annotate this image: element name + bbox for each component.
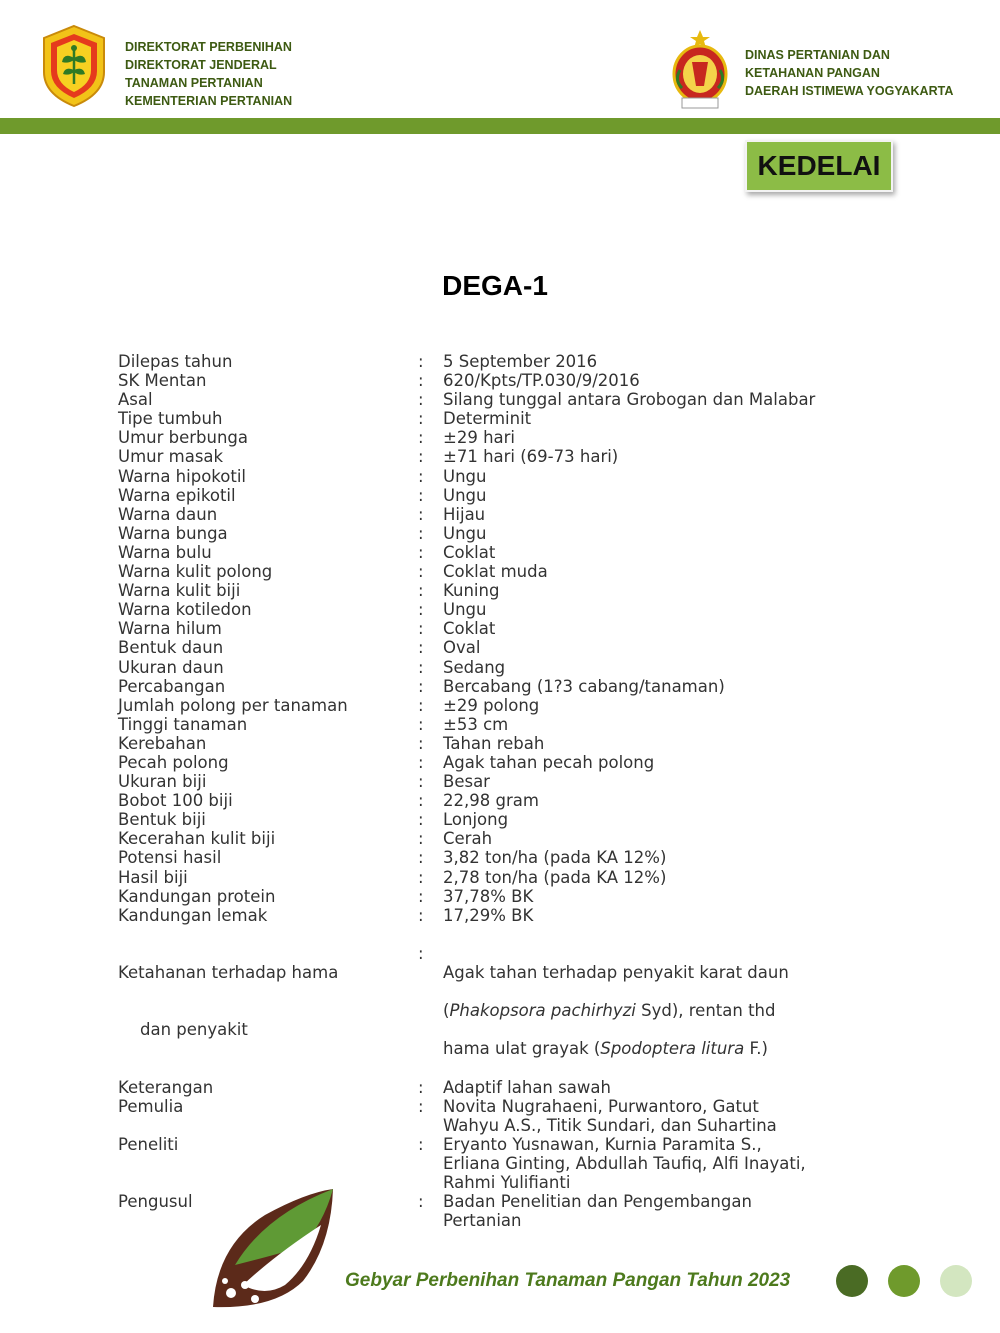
spec-label: Kecerahan kulit biji bbox=[118, 829, 276, 849]
spec-value: Sedang bbox=[443, 657, 506, 677]
header-right-line: KETAHANAN PANGAN bbox=[745, 66, 880, 80]
spec-value: Ungu bbox=[443, 485, 487, 505]
spec-row bbox=[118, 829, 918, 848]
spec-row bbox=[118, 562, 918, 581]
kementan-logo bbox=[38, 24, 110, 108]
spec-row bbox=[118, 887, 918, 906]
spec-label: Warna bunga bbox=[118, 523, 228, 543]
text-fragment: ( bbox=[443, 1001, 450, 1021]
spec-label bbox=[118, 925, 418, 1078]
spec-colon: : bbox=[418, 542, 424, 562]
spec-row bbox=[118, 1097, 918, 1135]
spec-label: Warna kotiledon bbox=[118, 600, 252, 620]
spec-row bbox=[118, 868, 918, 887]
spec-row bbox=[118, 906, 918, 925]
spec-label: SK Mentan bbox=[118, 371, 207, 391]
spec-colon: : bbox=[418, 1077, 424, 1097]
spec-value: 17,29% BK bbox=[443, 905, 534, 925]
spec-label: Pengusul bbox=[118, 1192, 193, 1212]
spec-value: Lonjong bbox=[443, 810, 509, 830]
spec-colon: : bbox=[418, 600, 424, 620]
spec-colon: : bbox=[418, 695, 424, 715]
spec-row bbox=[118, 428, 918, 447]
header-left-line: DIREKTORAT JENDERAL bbox=[125, 58, 277, 72]
header-left-org bbox=[125, 38, 292, 110]
variety-title: DEGA-1 bbox=[442, 270, 548, 301]
spec-row bbox=[118, 677, 918, 696]
diy-emblem-logo bbox=[668, 28, 732, 112]
spec-label: Jumlah polong per tanaman bbox=[118, 695, 348, 715]
spec-colon: : bbox=[418, 867, 424, 887]
spec-value: Tahan rebah bbox=[443, 733, 545, 753]
spec-label-line: dan penyakit bbox=[140, 1020, 248, 1040]
spec-label: Kandungan protein bbox=[118, 886, 276, 906]
spec-row bbox=[118, 638, 918, 657]
spec-row bbox=[118, 791, 918, 810]
spec-row bbox=[118, 505, 918, 524]
spec-colon: : bbox=[418, 905, 424, 925]
event-tagline: Gebyar Perbenihan Tanaman Pangan Tahun 2023 bbox=[345, 1270, 791, 1291]
header-divider-bar bbox=[0, 118, 1000, 134]
spec-value: Kuning bbox=[443, 581, 500, 601]
header-right-line: DAERAH ISTIMEWA YOGYAKARTA bbox=[745, 84, 954, 98]
spec-value: Badan Penelitian dan Pengembangan Pertanian bbox=[443, 1192, 752, 1231]
spec-value: Silang tunggal antara Grobogan dan Malabar bbox=[443, 390, 816, 410]
spec-value: ±29 polong bbox=[443, 695, 540, 715]
spec-row bbox=[118, 447, 918, 466]
spec-colon: : bbox=[418, 772, 424, 792]
spec-value: Eryanto Yusnawan, Kurnia Paramita S., Erliana Ginting, Abdullah Taufiq, Alfi Inayati, Rahmi Yulifianti bbox=[443, 1134, 806, 1193]
spec-row bbox=[118, 390, 918, 409]
spec-colon: : bbox=[418, 733, 424, 753]
spec-row bbox=[118, 352, 918, 371]
spec-value: 3,82 ton/ha (pada KA 12%) bbox=[443, 848, 667, 868]
spec-label: Tinggi tanaman bbox=[118, 714, 248, 734]
spec-label-line: Ketahanan terhadap hama bbox=[118, 963, 339, 982]
spec-value: Ungu bbox=[443, 523, 487, 543]
spec-row bbox=[118, 600, 918, 619]
spec-colon: : bbox=[418, 466, 424, 486]
spec-colon: : bbox=[418, 352, 424, 371]
spec-value: ±53 cm bbox=[443, 714, 509, 734]
spec-colon: : bbox=[418, 504, 424, 524]
spec-value: Determinit bbox=[443, 409, 532, 429]
spec-colon: : bbox=[418, 1192, 424, 1212]
spec-colon: : bbox=[418, 428, 424, 448]
spec-row bbox=[118, 753, 918, 772]
spec-value: ±71 hari (69-73 hari) bbox=[443, 447, 619, 467]
decorative-dot bbox=[940, 1265, 972, 1297]
species-name: Spodoptera litura bbox=[600, 1039, 745, 1059]
spec-colon: : bbox=[418, 638, 424, 658]
spec-label: Ukuran daun bbox=[118, 657, 224, 677]
spec-value: Agak tahan pecah polong bbox=[443, 752, 655, 772]
spec-label: Ukuran biji bbox=[118, 772, 207, 792]
spec-label: Umur berbunga bbox=[118, 428, 249, 448]
spec-colon: : bbox=[418, 791, 424, 811]
spec-label: Keterangan bbox=[118, 1077, 214, 1097]
spec-row bbox=[118, 772, 918, 791]
spec-colon: : bbox=[418, 523, 424, 543]
spec-value: Besar bbox=[443, 772, 490, 792]
spec-colon: : bbox=[418, 581, 424, 601]
header-left-line: KEMENTERIAN PERTANIAN bbox=[125, 94, 293, 108]
spec-label: Warna kulit polong bbox=[118, 562, 273, 582]
spec-colon: : bbox=[418, 676, 424, 696]
spec-row bbox=[118, 371, 918, 390]
spec-colon: : bbox=[418, 829, 424, 849]
spec-label: Warna hipokotil bbox=[118, 466, 246, 486]
spec-label: Peneliti bbox=[118, 1134, 179, 1154]
header-right-line: DINAS PERTANIAN DAN bbox=[745, 48, 890, 62]
spec-colon: : bbox=[418, 1096, 424, 1116]
spec-row bbox=[118, 486, 918, 505]
spec-colon: : bbox=[418, 657, 424, 677]
spec-row bbox=[118, 658, 918, 677]
spec-value: Novita Nugrahaeni, Purwantoro, Gatut Wahyu A.S., Titik Sundari, dan Suhartina bbox=[443, 1096, 777, 1135]
spec-row bbox=[118, 848, 918, 867]
spec-row bbox=[118, 734, 918, 753]
spec-label: Bentuk daun bbox=[118, 638, 224, 658]
spec-label: Kerebahan bbox=[118, 733, 207, 753]
spec-value: ±29 hari bbox=[443, 428, 516, 448]
header-left-line: DIREKTORAT PERBENIHAN bbox=[125, 40, 292, 54]
spec-colon: : bbox=[418, 485, 424, 505]
spec-value-line: Agak tahan terhadap penyakit karat daun bbox=[443, 963, 789, 982]
spec-value: 37,78% BK bbox=[443, 886, 534, 906]
spec-value: 620/Kpts/TP.030/9/2016 bbox=[443, 371, 640, 391]
spec-colon: : bbox=[418, 371, 424, 391]
spec-label: Dilepas tahun bbox=[118, 352, 233, 371]
spec-row bbox=[118, 1135, 918, 1192]
commodity-badge bbox=[745, 140, 893, 192]
spec-label: Potensi hasil bbox=[118, 848, 222, 868]
spec-colon: : bbox=[418, 886, 424, 906]
spec-row bbox=[118, 715, 918, 734]
spec-label: Asal bbox=[118, 390, 153, 410]
spec-label: Warna daun bbox=[118, 504, 218, 524]
variety-spec-table bbox=[118, 352, 918, 1230]
spec-row bbox=[118, 619, 918, 638]
spec-value: Ungu bbox=[443, 600, 487, 620]
spec-label: Bentuk biji bbox=[118, 810, 206, 830]
spec-value-line bbox=[443, 1039, 913, 1058]
spec-value: Ungu bbox=[443, 466, 487, 486]
spec-value-line bbox=[443, 1001, 913, 1020]
spec-label: Percabangan bbox=[118, 676, 226, 696]
spec-row bbox=[118, 810, 918, 829]
commodity-badge-label: KEDELAI bbox=[757, 150, 881, 181]
spec-label: Pemulia bbox=[118, 1096, 184, 1116]
spec-label: Pecah polong bbox=[118, 752, 229, 772]
spec-row bbox=[118, 543, 918, 562]
spec-colon: : bbox=[418, 714, 424, 734]
spec-label: Warna epikotil bbox=[118, 485, 236, 505]
header-right-org bbox=[745, 46, 953, 100]
spec-row bbox=[118, 581, 918, 600]
spec-colon: : bbox=[418, 848, 424, 868]
spec-row bbox=[118, 696, 918, 715]
spec-value: Cerah bbox=[443, 829, 493, 849]
spec-value: Coklat bbox=[443, 619, 496, 639]
spec-colon: : bbox=[418, 447, 424, 467]
spec-label: Kandungan lemak bbox=[118, 905, 268, 925]
spec-label: Warna bulu bbox=[118, 542, 212, 562]
spec-list bbox=[118, 352, 918, 925]
spec-label: Warna kulit biji bbox=[118, 581, 241, 601]
spec-value: Bercabang (1?3 cabang/tanaman) bbox=[443, 676, 725, 696]
spec-colon: : bbox=[418, 409, 424, 429]
spec-colon: : bbox=[418, 752, 424, 772]
text-fragment: Syd), rentan thd bbox=[635, 1001, 776, 1021]
spec-colon: : bbox=[418, 1134, 424, 1154]
spec-value: Oval bbox=[443, 638, 481, 658]
spec-value: Coklat muda bbox=[443, 562, 548, 582]
spec-value bbox=[443, 925, 913, 1078]
spec-colon: : bbox=[418, 390, 424, 410]
spec-row bbox=[118, 467, 918, 486]
text-fragment: hama ulat grayak ( bbox=[443, 1039, 601, 1059]
spec-value: 22,98 gram bbox=[443, 791, 539, 811]
header-left-line: TANAMAN PERTANIAN bbox=[125, 76, 263, 90]
spec-colon: : bbox=[418, 943, 424, 963]
spec-row bbox=[118, 524, 918, 543]
spec-row bbox=[118, 409, 918, 428]
spec-row-resistance bbox=[118, 925, 918, 1078]
species-name: Phakopsora pachirhyzi bbox=[449, 1001, 636, 1021]
decorative-dot bbox=[888, 1265, 920, 1297]
spec-label: Bobot 100 biji bbox=[118, 791, 233, 811]
spec-colon: : bbox=[418, 810, 424, 830]
text-fragment: F.) bbox=[744, 1039, 768, 1059]
spec-label: Tipe tumbuh bbox=[118, 409, 223, 429]
spec-label: Umur masak bbox=[118, 447, 224, 467]
spec-value: Coklat bbox=[443, 542, 496, 562]
spec-label: Hasil biji bbox=[118, 867, 188, 887]
spec-row bbox=[118, 1078, 918, 1097]
spec-value: 5 September 2016 bbox=[443, 352, 598, 371]
spec-value: 2,78 ton/ha (pada KA 12%) bbox=[443, 867, 667, 887]
leaf-seed-logo bbox=[205, 1185, 340, 1313]
spec-value: Hijau bbox=[443, 504, 486, 524]
spec-label: Warna hilum bbox=[118, 619, 222, 639]
decorative-dot bbox=[836, 1265, 868, 1297]
spec-value: Adaptif lahan sawah bbox=[443, 1077, 611, 1097]
spec-colon: : bbox=[418, 562, 424, 582]
spec-colon: : bbox=[418, 619, 424, 639]
